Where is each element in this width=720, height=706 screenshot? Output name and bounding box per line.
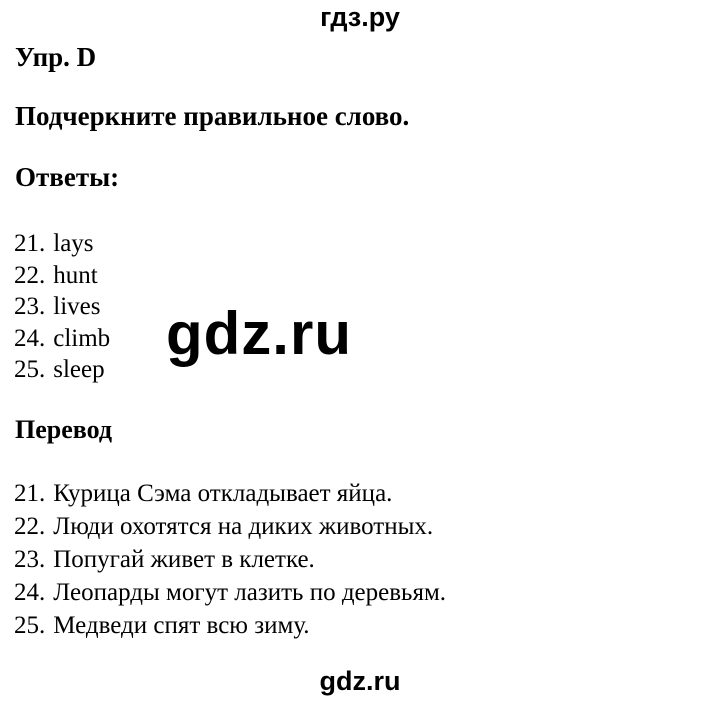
exercise-title: Упр. D <box>15 42 97 72</box>
gdz-watermark: gdz.ru <box>166 300 352 367</box>
answer-item <box>14 260 110 292</box>
answer-number: 21. <box>14 230 46 257</box>
answer-text: climb <box>53 324 111 352</box>
translation-text: Курица Сэма откладывает яйца. <box>53 480 393 507</box>
translation-heading: Перевод <box>15 415 113 444</box>
translations-list <box>14 477 446 642</box>
answer-text: lives <box>53 293 101 320</box>
answer-number: 24. <box>14 324 46 352</box>
site-logo-header: гдз.ру <box>320 2 400 32</box>
answer-text: lays <box>53 230 94 257</box>
translation-number: 23. <box>14 546 46 573</box>
translation-number: 25. <box>14 612 46 639</box>
answer-item <box>14 228 110 260</box>
translation-number: 21. <box>14 480 46 507</box>
translation-text: Попугай живет в клетке. <box>53 546 315 573</box>
task-instruction: Подчеркните правильное слово. <box>15 101 410 131</box>
translation-text: Медведи спят всю зиму. <box>53 612 310 639</box>
answer-number: 22. <box>14 261 46 289</box>
translation-item <box>14 477 446 510</box>
answer-number: 23. <box>14 293 46 320</box>
answer-number: 25. <box>14 356 46 383</box>
answers-list <box>14 228 110 386</box>
answer-text: sleep <box>53 356 105 383</box>
translation-text: Люди охотятся на диких животных. <box>53 513 434 540</box>
translation-item <box>14 609 446 642</box>
answer-item <box>14 323 110 355</box>
answer-item <box>14 291 110 323</box>
translation-number: 22. <box>14 513 46 540</box>
translation-item <box>14 543 446 576</box>
answer-item <box>14 354 110 386</box>
answers-heading: Ответы: <box>15 162 120 192</box>
translation-text: Леопарды могут лазить по деревьям. <box>53 579 447 606</box>
translation-item <box>14 576 446 609</box>
answer-text: hunt <box>53 261 98 289</box>
site-logo-footer: gdz.ru <box>319 666 401 696</box>
translation-number: 24. <box>14 579 46 606</box>
translation-item <box>14 510 446 543</box>
